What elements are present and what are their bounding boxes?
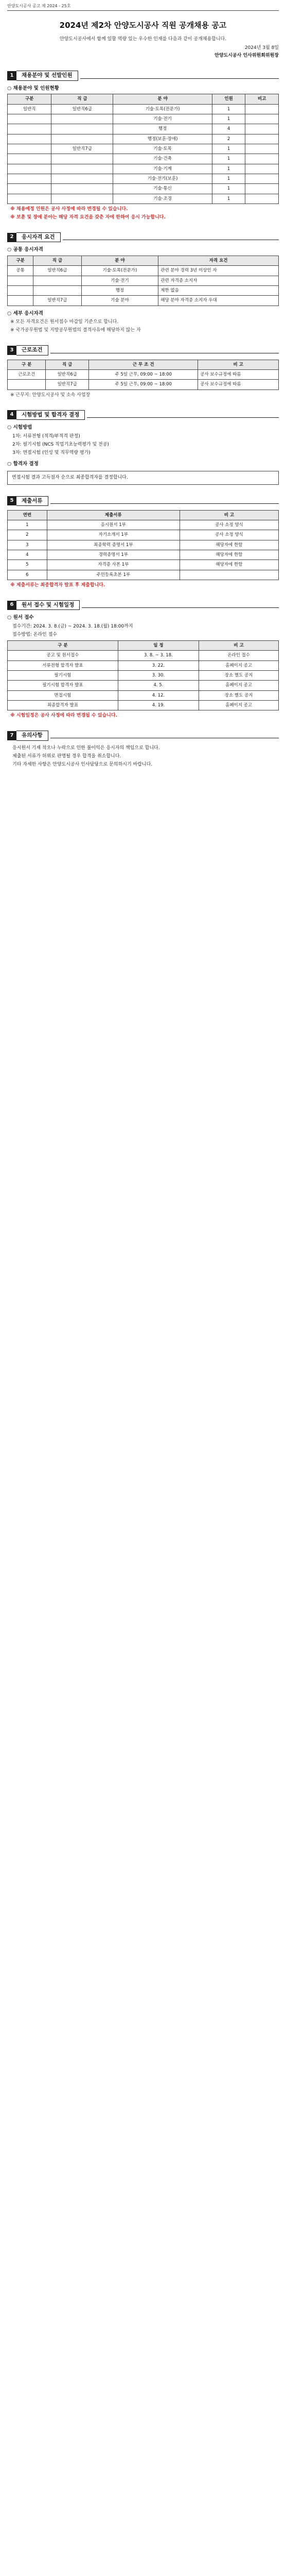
section-rule xyxy=(50,733,279,738)
s6-period: 접수기간: 2024. 3. 8.(금) ~ 2024. 3. 18.(월) 18:00까지 xyxy=(12,623,133,629)
table-cell: 기술·전기 xyxy=(113,114,212,124)
table-cell: 기술·토목 xyxy=(113,144,212,154)
s4-notice-box: 면접시험 결과 고득점자 순으로 최종합격자를 결정합니다. xyxy=(7,471,279,485)
table-cell: 홈페이지 공고 xyxy=(199,681,279,690)
table-cell xyxy=(8,194,51,204)
table-cell: 면접시험 xyxy=(8,690,118,700)
table-header: 비 고 xyxy=(198,360,279,369)
table-cell xyxy=(8,174,51,183)
table-cell: 1 xyxy=(212,194,245,204)
table-cell: 주 5일 근무, 09:00 ~ 18:00 xyxy=(89,380,198,389)
table-cell: 공고 및 원서접수 xyxy=(8,651,118,660)
table-row xyxy=(8,530,279,540)
table-cell xyxy=(8,134,51,144)
table-cell: 홈페이지 공고 xyxy=(199,700,279,710)
table-cell: 4 xyxy=(8,550,47,560)
table-header: 비고 xyxy=(245,94,279,104)
table-cell: 공사 보수규정에 따름 xyxy=(198,369,279,379)
section-number: 7 xyxy=(7,731,16,740)
table-cell: 공사 보수규정에 따름 xyxy=(198,380,279,389)
table-cell: 해당자에 한함 xyxy=(180,560,278,570)
table-cell xyxy=(245,124,279,134)
table-cell: 기술·토목(전문가) xyxy=(113,104,212,114)
table-cell: 일반직6급 xyxy=(51,104,113,114)
table-cell: 2 xyxy=(212,134,245,144)
table-row xyxy=(8,700,279,710)
s6-table-body xyxy=(8,651,279,710)
document-org: 안양도시공사 인사위원회위원장 xyxy=(214,53,279,59)
table-cell: 공통 xyxy=(8,266,33,276)
s4-subheading: ○ 합격자 결정 xyxy=(7,461,39,467)
table-row xyxy=(8,671,279,681)
s2-table-body xyxy=(8,266,279,306)
table-cell xyxy=(245,154,279,164)
table-header: 일 정 xyxy=(118,641,199,651)
table-cell: 1 xyxy=(212,174,245,183)
table-cell xyxy=(8,380,46,389)
table-cell: 4. 19. xyxy=(118,700,199,710)
section-title: 근로조건 xyxy=(16,345,48,355)
table-header: 분 야 xyxy=(113,94,212,104)
section-rule xyxy=(80,73,279,79)
table-cell xyxy=(245,174,279,183)
table-cell xyxy=(8,184,51,194)
table-header: 직 급 xyxy=(46,360,89,369)
table-cell: 응시원서 1부 xyxy=(47,520,180,530)
table-row xyxy=(8,369,279,379)
table-cell xyxy=(245,164,279,174)
table-cell: 해당자에 한함 xyxy=(180,550,278,560)
table-cell: 4. 5. xyxy=(118,681,199,690)
section-title: 시험방법 및 합격자 결정 xyxy=(16,410,85,420)
s5-table-body xyxy=(8,520,279,580)
section-number: 2 xyxy=(7,233,16,242)
table-header: 비 고 xyxy=(199,641,279,651)
section-number: 4 xyxy=(7,410,16,419)
s3-note: ※ 근무지: 안양도시공사 및 소속 사업장 xyxy=(10,392,91,398)
section-title: 원서 접수 및 시험일정 xyxy=(16,600,80,610)
table-cell xyxy=(245,184,279,194)
table-header: 분 야 xyxy=(81,256,158,265)
document-page xyxy=(7,0,279,768)
table-cell xyxy=(51,174,113,183)
table-cell: 장소 별도 공지 xyxy=(199,671,279,681)
table-cell: 공사 소정 양식 xyxy=(180,530,278,540)
document-title: 2024년 제2차 안양도시공사 직원 공개채용 공고 xyxy=(59,20,227,30)
s5-note: ※ 제출서류는 최종합격자 발표 후 제출합니다. xyxy=(10,582,105,588)
section-7-header xyxy=(7,731,279,740)
table-row xyxy=(8,660,279,670)
table-cell: 2 xyxy=(8,530,47,540)
section-number: 3 xyxy=(7,346,16,355)
table-cell xyxy=(245,134,279,144)
s4-step: 2차: 필기시험 (NCS 직업기초능력평가 및 전공) xyxy=(12,442,109,447)
s5-table xyxy=(7,510,279,580)
table-cell: 자기소개서 1부 xyxy=(47,530,180,540)
section-4-header xyxy=(7,410,279,420)
table-cell: 최종합격자 발표 xyxy=(8,700,118,710)
table-cell xyxy=(8,154,51,164)
table-cell: 기술·전기(보훈) xyxy=(113,174,212,183)
table-row xyxy=(8,690,279,700)
table-cell: 일반직6급 xyxy=(46,369,89,379)
s1-table-body xyxy=(8,104,279,204)
s3-table xyxy=(7,360,279,390)
table-header: 직 급 xyxy=(51,94,113,104)
table-row xyxy=(8,134,279,144)
table-cell: 행정(보훈·장애) xyxy=(113,134,212,144)
table-cell xyxy=(245,194,279,204)
table-row xyxy=(8,550,279,560)
s4-step: 1차: 서류전형 (적격/부적격 판정) xyxy=(12,433,80,439)
section-number: 5 xyxy=(7,496,16,505)
table-cell: 해당 분야 자격증 소지자 우대 xyxy=(158,296,279,306)
s3-table-body xyxy=(8,369,279,389)
table-cell: 필기시험 합격자 발표 xyxy=(8,681,118,690)
table-cell xyxy=(51,164,113,174)
table-cell: 장소 별도 공지 xyxy=(199,690,279,700)
table-cell xyxy=(33,285,81,295)
table-cell: 일반직6급 xyxy=(33,266,81,276)
table-row xyxy=(8,184,279,194)
table-cell: 관련 분야 경력 3년 이상인 자 xyxy=(158,266,279,276)
table-cell: 자격증 사본 1부 xyxy=(47,560,180,570)
table-cell: 1 xyxy=(212,144,245,154)
table-cell: 홈페이지 공고 xyxy=(199,660,279,670)
table-cell: 기술 분야 xyxy=(81,296,158,306)
table-cell: 1 xyxy=(212,104,245,114)
table-cell: 기술·기계 xyxy=(113,164,212,174)
notice-item: 응시원서 기재 착오나 누락으로 인한 불이익은 응시자의 책임으로 합니다. xyxy=(12,745,160,751)
table-cell: 일반직7급 xyxy=(33,296,81,306)
table-row xyxy=(8,520,279,530)
table-header: 구분 xyxy=(8,94,51,104)
table-cell: 기술·조경 xyxy=(113,194,212,204)
table-row xyxy=(8,296,279,306)
table-cell: 해당자에 한함 xyxy=(180,540,278,550)
table-cell xyxy=(8,296,33,306)
s4-step: 3차: 면접시험 (인성 및 직무역량 평가) xyxy=(12,450,91,455)
table-header: 근 무 조 건 xyxy=(89,360,198,369)
table-header: 연번 xyxy=(8,510,47,520)
s1-note: ※ 보훈 및 장애 분야는 해당 자격 요건을 갖춘 자에 한하여 응시 가능합니다. xyxy=(10,214,166,220)
section-rule xyxy=(50,498,279,504)
section-3-header xyxy=(7,345,279,355)
table-cell: 주민등록초본 1부 xyxy=(47,570,180,580)
table-cell: 행정 xyxy=(113,124,212,134)
table-header: 직 급 xyxy=(33,256,81,265)
table-cell: 4. 12. xyxy=(118,690,199,700)
table-cell xyxy=(245,144,279,154)
table-row xyxy=(8,681,279,690)
table-cell: 주 5일 근무, 09:00 ~ 18:00 xyxy=(89,369,198,379)
s7-list xyxy=(7,745,279,768)
table-row xyxy=(8,104,279,114)
table-row xyxy=(8,285,279,295)
s2-table xyxy=(7,256,279,306)
section-rule xyxy=(82,602,279,608)
table-cell xyxy=(180,570,278,580)
s1-subheading: ○ 채용분야 및 인원현황 xyxy=(7,85,59,91)
table-cell: 6 xyxy=(8,570,47,580)
table-cell: 4 xyxy=(212,124,245,134)
table-cell: 3. 8. ~ 3. 18. xyxy=(118,651,199,660)
table-cell xyxy=(8,144,51,154)
table-cell: 일반직 xyxy=(8,104,51,114)
table-cell: 제한 없음 xyxy=(158,285,279,295)
s1-note: ※ 채용예정 인원은 공사 사정에 따라 변경될 수 있습니다. xyxy=(10,206,128,212)
s4-subheading: ○ 시험방법 xyxy=(7,424,32,430)
table-cell: 서류전형 합격자 발표 xyxy=(8,660,118,670)
table-cell: 5 xyxy=(8,560,47,570)
s2-note: ※ 국가공무원법 및 지방공무원법의 결격사유에 해당하지 않는 자 xyxy=(10,328,141,333)
table-cell: 근로조건 xyxy=(8,369,46,379)
document-intro: 안양도시공사에서 함께 일할 역량 있는 우수한 인재를 다음과 같이 공개채용합니다. xyxy=(59,37,227,42)
table-cell xyxy=(8,164,51,174)
table-cell xyxy=(8,276,33,285)
table-cell xyxy=(8,114,51,124)
table-row xyxy=(8,194,279,204)
table-cell xyxy=(8,285,33,295)
table-header: 구 분 xyxy=(8,360,46,369)
table-cell: 3. 22. xyxy=(118,660,199,670)
table-cell: 행정 xyxy=(81,285,158,295)
table-cell xyxy=(51,124,113,134)
table-cell: 최종학력 증명서 1부 xyxy=(47,540,180,550)
section-number: 6 xyxy=(7,601,16,610)
table-cell: 1 xyxy=(212,164,245,174)
table-cell: 1 xyxy=(8,520,47,530)
s6-method: 접수방법: 온라인 접수 xyxy=(12,632,58,638)
table-row xyxy=(8,651,279,660)
notice-item: 제출된 서류가 허위로 판명될 경우 합격을 취소합니다. xyxy=(12,753,121,759)
table-cell: 3. 30. xyxy=(118,671,199,681)
section-rule xyxy=(50,348,279,353)
table-row xyxy=(8,380,279,389)
s2-note: ※ 모든 자격요건은 원서접수 마감일 기준으로 합니다. xyxy=(10,319,119,325)
table-row xyxy=(8,276,279,285)
table-cell: 온라인 접수 xyxy=(199,651,279,660)
s6-note: ※ 시험일정은 공사 사정에 따라 변경될 수 있습니다. xyxy=(10,713,117,719)
table-cell: 필기시험 xyxy=(8,671,118,681)
table-row xyxy=(8,114,279,124)
table-cell: 관련 자격증 소지자 xyxy=(158,276,279,285)
section-title: 채용분야 및 선발인원 xyxy=(16,71,78,80)
table-cell: 일반직7급 xyxy=(46,380,89,389)
table-header: 구 분 xyxy=(8,641,118,651)
s1-table xyxy=(7,94,279,204)
s6-subheading: ○ 원서 접수 xyxy=(7,615,34,621)
section-5-header xyxy=(7,496,279,506)
s2-subheading: ○ 세부 응시자격 xyxy=(7,310,43,316)
table-cell xyxy=(245,114,279,124)
table-row xyxy=(8,124,279,134)
table-cell: 1 xyxy=(212,114,245,124)
table-cell: 기술·통신 xyxy=(113,184,212,194)
section-number: 1 xyxy=(7,71,16,80)
table-cell: 기술·전기 xyxy=(81,276,158,285)
notice-item: 기타 자세한 사항은 안양도시공사 인사담당으로 문의하시기 바랍니다. xyxy=(12,761,153,767)
table-row xyxy=(8,174,279,183)
table-row xyxy=(8,164,279,174)
table-cell: 3 xyxy=(8,540,47,550)
table-header: 자격 요건 xyxy=(158,256,279,265)
table-header: 제출서류 xyxy=(47,510,180,520)
table-row xyxy=(8,560,279,570)
table-cell xyxy=(33,276,81,285)
table-row xyxy=(8,266,279,276)
section-title: 제출서류 xyxy=(16,496,48,506)
section-title: 유의사항 xyxy=(16,731,48,740)
table-cell: 공사 소정 양식 xyxy=(180,520,278,530)
table-cell xyxy=(51,184,113,194)
s2-subheading: ○ 공통 응시자격 xyxy=(7,247,43,253)
section-title: 응시자격 요건 xyxy=(16,232,61,242)
table-cell: 기술·건축 xyxy=(113,154,212,164)
table-row xyxy=(8,570,279,580)
table-cell: 경력증명서 1부 xyxy=(47,550,180,560)
table-cell: 1 xyxy=(212,184,245,194)
section-6-header xyxy=(7,600,279,610)
table-header: 인원 xyxy=(212,94,245,104)
table-cell xyxy=(245,104,279,114)
table-header: 구분 xyxy=(8,256,33,265)
s6-table xyxy=(7,640,279,710)
section-rule xyxy=(63,234,279,240)
document-header: 안양도시공사 공고 제 2024 - 25호 xyxy=(7,3,279,11)
section-rule xyxy=(87,412,279,418)
table-cell xyxy=(51,154,113,164)
table-cell: 1 xyxy=(212,154,245,164)
table-row xyxy=(8,154,279,164)
table-cell: 기술·토목(전문가) xyxy=(81,266,158,276)
table-header: 비 고 xyxy=(180,510,278,520)
table-row xyxy=(8,144,279,154)
table-cell xyxy=(8,124,51,134)
table-cell xyxy=(51,114,113,124)
table-cell: 일반직7급 xyxy=(51,144,113,154)
section-1-header xyxy=(7,71,279,80)
section-2-header xyxy=(7,232,279,242)
table-cell xyxy=(51,194,113,204)
table-cell xyxy=(51,134,113,144)
table-row xyxy=(8,540,279,550)
document-date: 2024년 3월 8일 xyxy=(244,45,279,51)
